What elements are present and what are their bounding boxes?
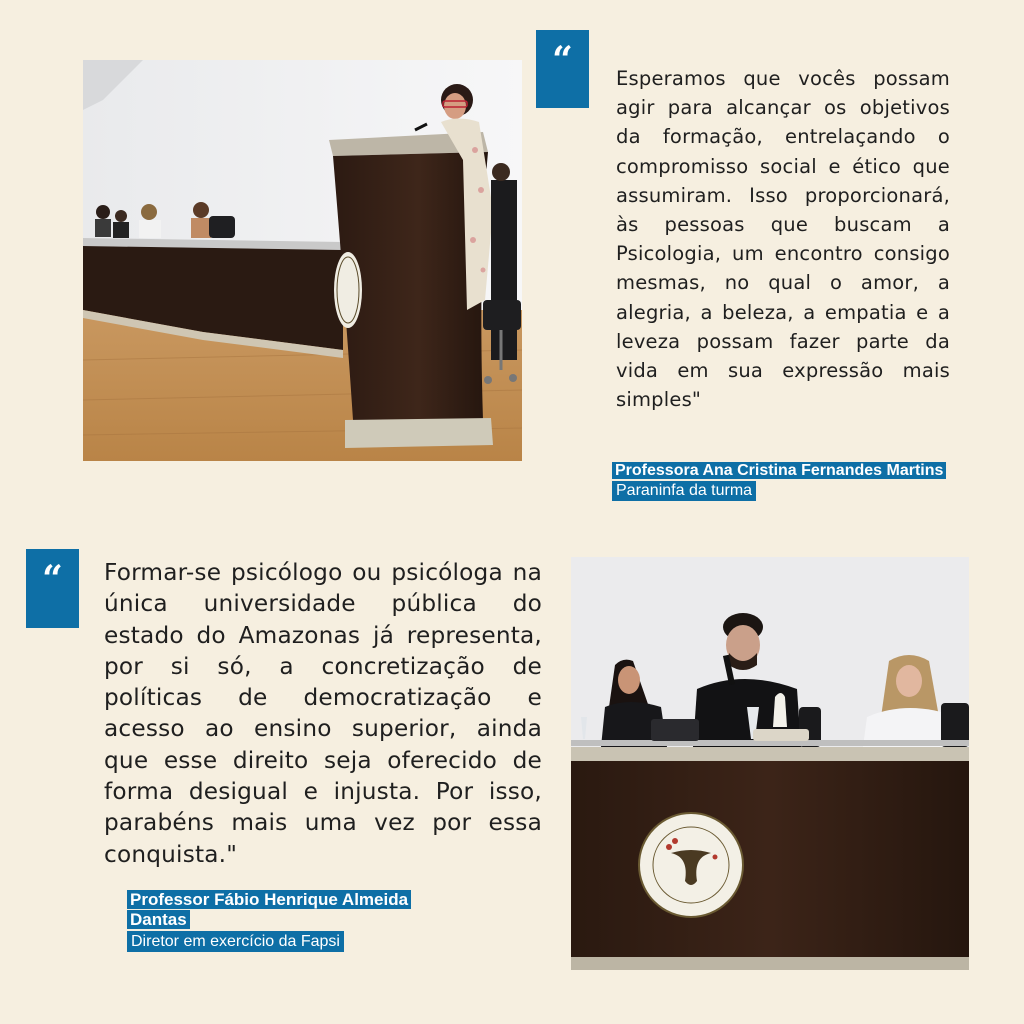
quote-text: Formar-se psicólogo ou psicóloga na única universidade pública do estado do Amazonas já representa, por si só, a concretização de políticas de democratização e acesso ao ensino superior, ainda que esse direito seja oferecido de forma desigual e injusta. Por isso, parabéns mais uma vez por essa conquista.": [104, 559, 542, 868]
quote-author-role: Paraninfa da turma: [612, 481, 756, 501]
quote-mark-icon: “: [26, 549, 79, 628]
quote-author-role: Diretor em exercício da Fapsi: [127, 931, 344, 952]
photo-head-table-speech: [571, 557, 969, 970]
quote-text: Esperamos que vocês possam agir para alcançar os objetivos da formação, entrelaçando o compromisso social e ético que assumiram. Isso proporcionará, às pessoas que buscam a Psicologia, um encontro consigo mesmas, no qual o amor, a alegria, a beleza, a empatia e a leveza possam fazer parte da vida em sua expressão mais simples": [616, 67, 950, 412]
quote-attribution: [127, 890, 472, 952]
quote-attribution: [612, 461, 952, 501]
quote-author: Professor Fábio Henrique Almeida Dantas: [127, 890, 411, 929]
quote-mark-icon: “: [536, 30, 589, 108]
quote-author: Professora Ana Cristina Fernandes Martins: [612, 462, 946, 479]
photo-podium-speech: [83, 60, 522, 461]
